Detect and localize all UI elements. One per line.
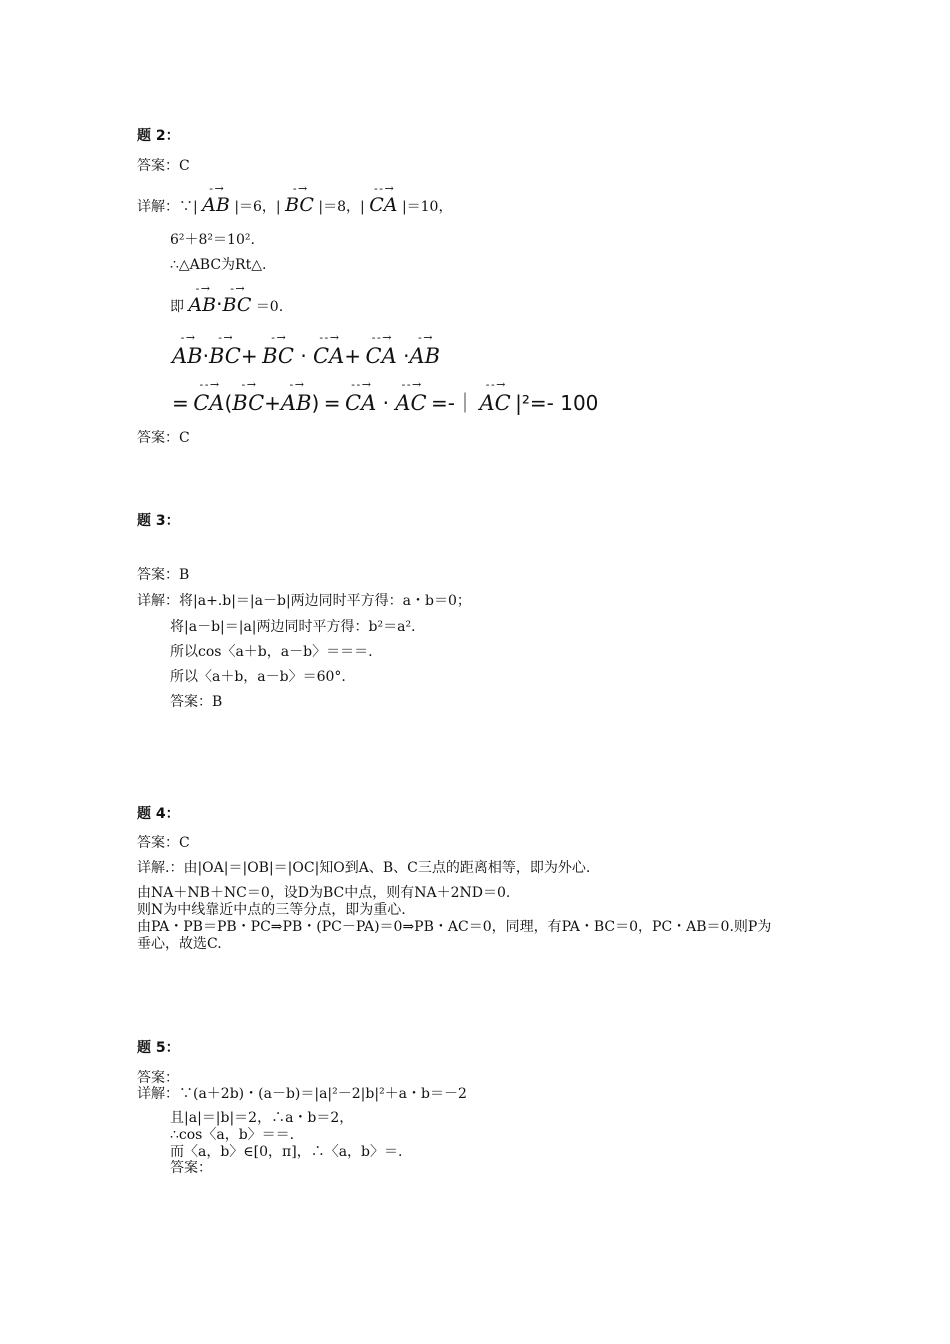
q2-neg-abs: =-｜ xyxy=(431,391,475,415)
q5-answer: 答案： xyxy=(137,1070,179,1086)
q2-sum-line: - → AB· - → BC+ - → BC · - - → CA+ - - → CA · - → AB xyxy=(172,331,441,368)
q5-heading: 题 5： xyxy=(137,1040,180,1056)
q2-dot-line: 即 - → AB· - → BC ＝0. xyxy=(170,282,284,316)
vector-ab: - → AB xyxy=(409,331,441,368)
q2-dot-zero: ＝0. xyxy=(255,299,284,315)
q2-right-triangle: ∴△ABC为Rt△. xyxy=(170,257,267,273)
q4-detail-line-5: 垂心，故选C. xyxy=(137,936,222,952)
q2-pythagoras: 6²＋8²＝10². xyxy=(170,232,255,248)
q3-answer: 答案：B xyxy=(137,567,190,583)
q2-answer-repeat: 答案：C xyxy=(137,430,190,446)
q4-heading: 题 4： xyxy=(137,806,180,822)
q2-detail-line xyxy=(137,183,452,215)
q4-detail-line-3: 则N为中线靠近中点的三等分点，即为重心. xyxy=(137,902,406,918)
q3-heading: 题 3： xyxy=(137,513,180,529)
q5-detail-line-1: 详解：∵(a＋2b)・(a－b)＝|a|²－2|b|²＋a・b＝－2 xyxy=(137,1086,467,1102)
q5-detail-line-4: 而〈a，b〉∈[0，π]，∴〈a，b〉＝. xyxy=(170,1144,403,1160)
q2-bc-length: |＝8，| xyxy=(318,199,365,215)
vector-ab: - → AB xyxy=(202,182,230,216)
vector-ca: - - → CA xyxy=(193,378,225,415)
q2-ca-length: |＝10， xyxy=(401,199,453,215)
q3-detail-line-2: 将|a－b|＝|a|两边同时平方得：b²＝a². xyxy=(170,619,416,635)
q5-detail-line-3: ∴cos〈a，b〉＝＝. xyxy=(170,1127,295,1143)
vector-ca: - - → CA xyxy=(369,182,398,216)
q4-answer: 答案：C xyxy=(137,835,190,851)
q2-detail-label: 详解：∵| xyxy=(137,199,198,215)
vector-ca: - - → CA xyxy=(365,331,397,368)
q2-answer: 答案：C xyxy=(137,158,190,174)
q2-result-line: = - - → CA( - → BC+ - → AB) = - - → CA · - - → AC =-｜ - - → AC |²=- 100 xyxy=(172,378,599,415)
q3-detail-line-1: 详解：将|a+.b|＝|a－b|两边同时平方得：a・b＝0； xyxy=(137,593,471,609)
q3-detail-line-3: 所以cos〈a＋b，a－b〉＝＝＝. xyxy=(170,644,373,660)
vector-ca: - - → CA xyxy=(345,378,377,415)
vector-ab: - → AB xyxy=(172,331,203,368)
q4-detail-line-2: 由NA＋NB＋NC＝0，设D为BC中点，则有NA＋2ND＝0. xyxy=(137,885,511,901)
q2-heading: 题 2： xyxy=(137,128,180,144)
q5-answer-repeat: 答案： xyxy=(170,1160,212,1176)
q3-answer-repeat: 答案：B xyxy=(170,694,223,710)
q4-detail-line-4: 由PA・PB＝PB・PC⇒PB・(PC－PA)＝0⇒PB・AC＝0，同理，有PA・BC＝0，PC・AB＝0.则P为 xyxy=(137,919,772,935)
vector-bc: - → BC xyxy=(232,378,265,415)
vector-ca: - - → CA xyxy=(313,331,345,368)
q4-detail-line-1: 详解.：由|OA|＝|OB|＝|OC|知O到A、B、C三点的距离相等，即为外心. xyxy=(137,860,591,876)
q2-ab-length: |＝6，| xyxy=(234,199,281,215)
q2-ji: 即 xyxy=(170,299,184,315)
vector-bc: - → BC xyxy=(262,331,294,368)
vector-bc: - → BC xyxy=(208,331,241,368)
vector-ac: - - → AC xyxy=(479,378,511,415)
q2-final-value: |²=- 100 xyxy=(515,391,599,415)
vector-ac: - - → AC xyxy=(395,378,427,415)
q5-detail-line-2: 且|a|＝|b|＝2，∴a・b＝2， xyxy=(170,1110,354,1126)
vector-ab: - → AB xyxy=(188,282,217,316)
vector-bc: - → BC xyxy=(222,282,252,316)
vector-ab: - → AB xyxy=(280,378,312,415)
vector-bc: - → BC xyxy=(285,182,314,216)
q3-detail-line-4: 所以〈a＋b，a－b〉＝60°. xyxy=(170,669,346,685)
